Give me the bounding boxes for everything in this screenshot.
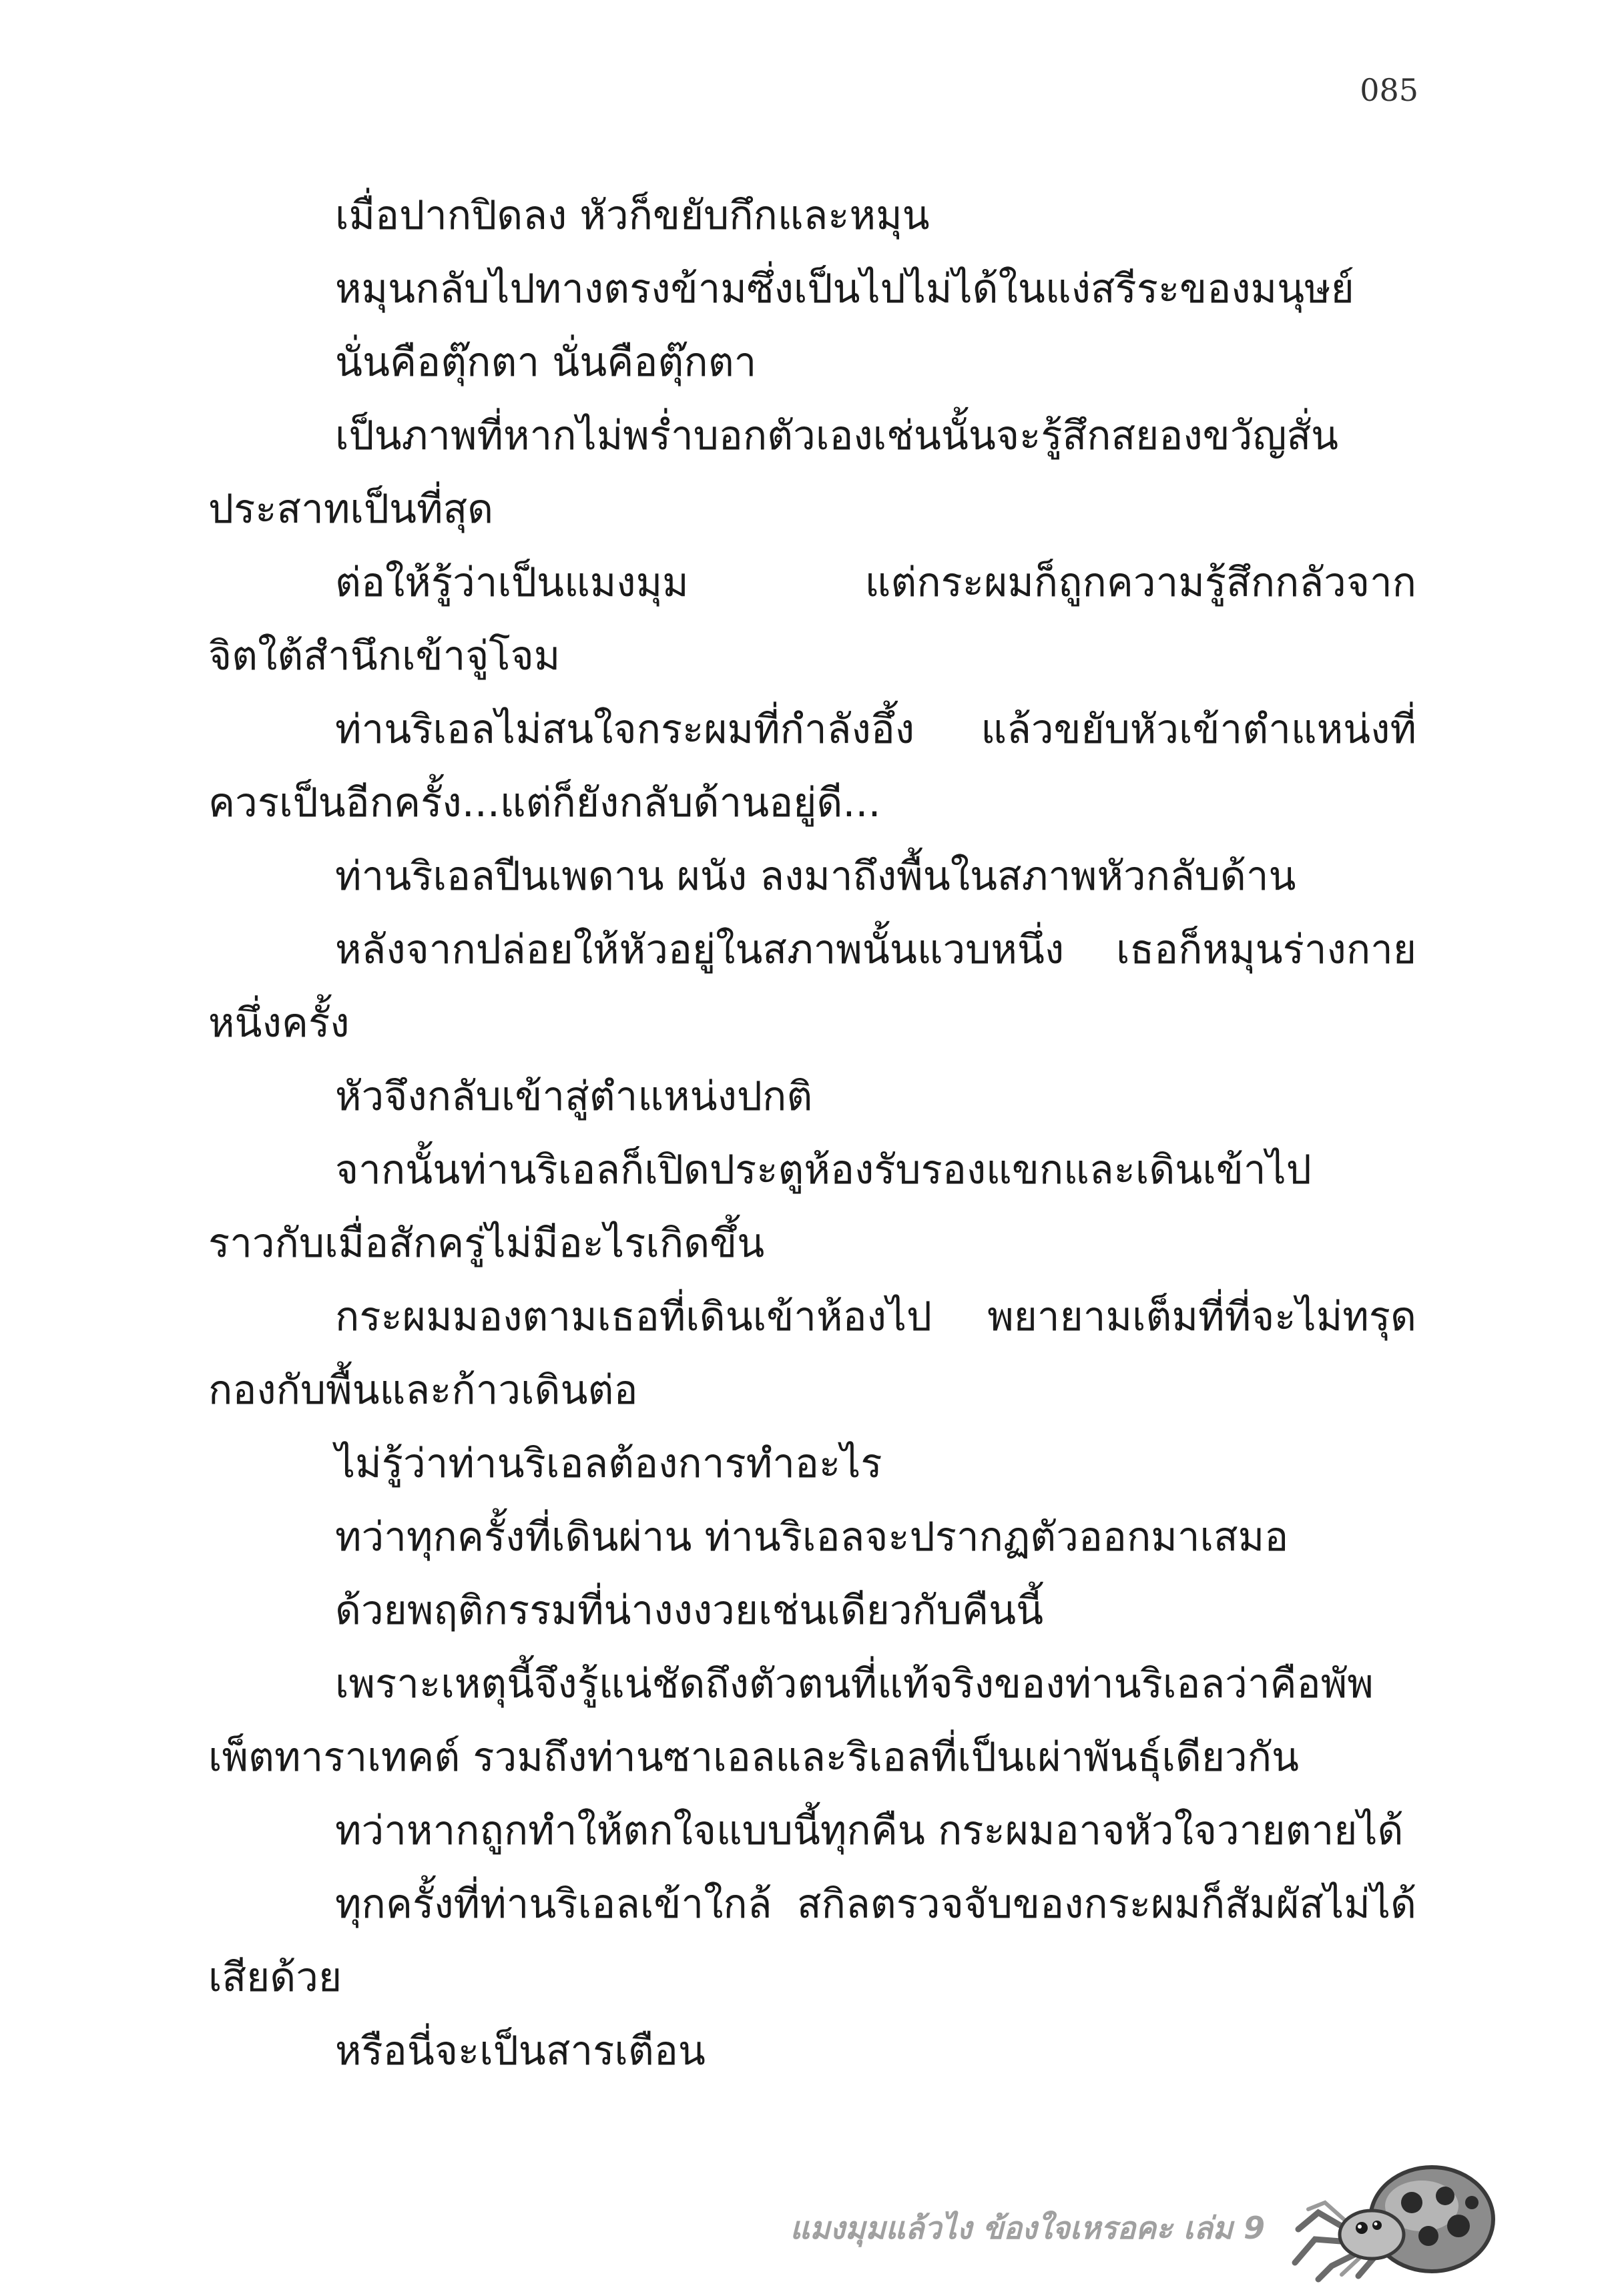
paragraph: กระผมมองตามเธอที่เดินเข้าห้องไป พยายามเต็มที่ที่จะไม่ทรุดกองกับพื้นและก้าวเดินต่อ <box>208 1294 1416 1414</box>
paragraph: ทว่าทุกครั้งที่เดินผ่าน ท่านริเอลจะปรากฏตัวออกมาเสมอ <box>335 1514 1289 1560</box>
page-number: 085 <box>1360 72 1418 108</box>
paragraph: หรือนี่จะเป็นสารเตือน <box>335 2028 706 2074</box>
body-text <box>208 179 1416 2088</box>
spider-mascot-icon <box>1278 2156 1499 2283</box>
paragraph: เพราะเหตุนี้จึงรู้แน่ชัดถึงตัวตนที่แท้จริงของท่านริเอลว่าคือพัพเพ็ตทาราเทคต์ รวมถึงท่านซาเอลและริเอลที่เป็นเผ่าพันธุ์เดียวกัน <box>208 1661 1374 1781</box>
paragraph: หลังจากปล่อยให้หัวอยู่ในสภาพนั้นแวบหนึ่ง เธอก็หมุนร่างกายหนึ่งครั้ง <box>208 926 1416 1047</box>
paragraph: ท่านริเอลปีนเพดาน ผนัง ลงมาถึงพื้นในสภาพหัวกลับด้าน <box>335 853 1296 900</box>
paragraph: หมุนกลับไปทางตรงข้ามซึ่งเป็นไปไม่ได้ในแง่สรีระของมนุษย์ <box>335 266 1354 312</box>
book-title: แมงมุมแล้วไง ข้องใจเหรอคะ เล่ม 9 <box>790 2210 1265 2246</box>
paragraph: ด้วยพฤติกรรมที่น่างงงวยเช่นเดียวกับคืนนี้ <box>335 1587 1044 1634</box>
paragraph: ต่อให้รู้ว่าเป็นแมงมุม แต่กระผมก็ถูกความรู้สึกกลัวจากจิตใต้สำนึกเข้าจู่โจม <box>208 559 1416 679</box>
paragraph: ทว่าหากถูกทำให้ตกใจแบบนี้ทุกคืน กระผมอาจหัวใจวายตายได้ <box>335 1807 1404 1854</box>
paragraph: ท่านริเอลไม่สนใจกระผมที่กำลังอึ้ง แล้วขยับหัวเข้าตำแหน่งที่ควรเป็นอีกครั้ง...แต่ก็ยังกลับด้านอยู่ดี... <box>208 706 1416 826</box>
paragraph: เมื่อปากปิดลง หัวก็ขยับกึกและหมุน <box>335 192 930 239</box>
paragraph: นั่นคือตุ๊กตา นั่นคือตุ๊กตา <box>335 339 757 386</box>
page-footer <box>0 2149 1612 2283</box>
paragraph: ไม่รู้ว่าท่านริเอลต้องการทำอะไร <box>335 1440 882 1487</box>
paragraph: ทุกครั้งที่ท่านริเอลเข้าใกล้ สกิลตรวจจับของกระผมก็สัมผัสไม่ได้เสียด้วย <box>208 1881 1416 2001</box>
paragraph: จากนั้นท่านริเอลก็เปิดประตูห้องรับรองแขกและเดินเข้าไปราวกับเมื่อสักครู่ไม่มีอะไรเกิดขึ้น <box>208 1147 1312 1267</box>
paragraph: หัวจึงกลับเข้าสู่ตำแหน่งปกติ <box>335 1073 813 1120</box>
paragraph: เป็นภาพที่หากไม่พร่ำบอกตัวเองเช่นนั้นจะรู้สึกสยองขวัญสั่นประสาทเป็นที่สุด <box>208 412 1339 533</box>
